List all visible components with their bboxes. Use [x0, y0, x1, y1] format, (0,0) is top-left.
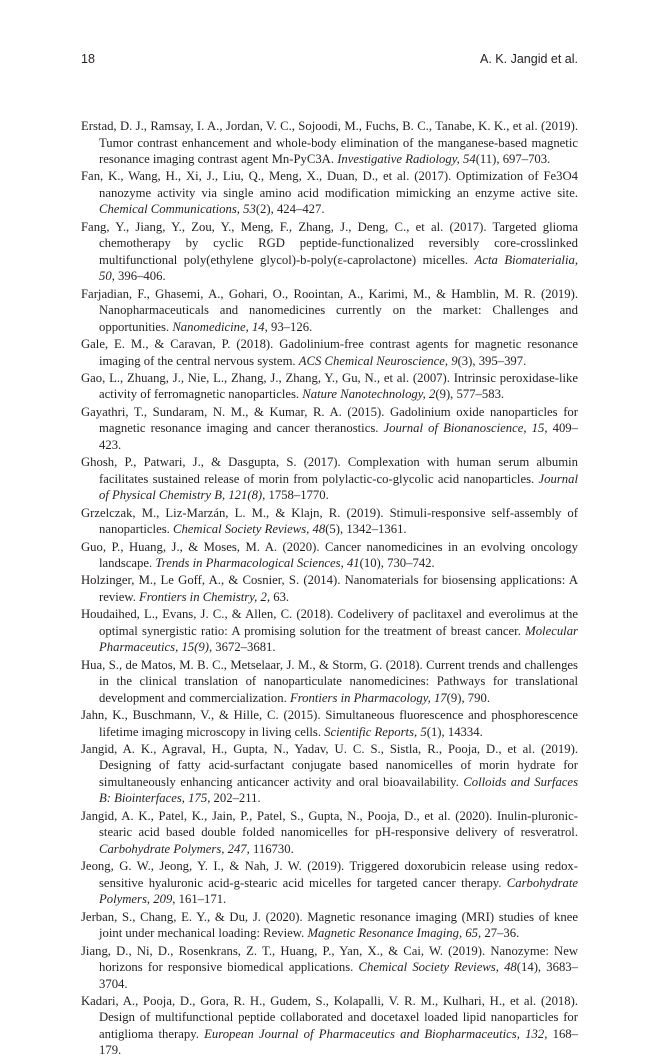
- reference-entry: Ghosh, P., Patwari, J., & Dasgupta, S. (2017). Complexation with human serum albumin facilitates sustained release of morin from polylactic-co-glycolic acid nanoparticles. Journal of Physical Chemistry B, 121(8), 1758–1770.: [81, 455, 578, 503]
- reference-entry: Jerban, S., Chang, E. Y., & Du, J. (2020). Magnetic resonance imaging (MRI) studies of knee joint under mechanical loading: Review. Magnetic Resonance Imaging, 65, 27–36.: [81, 909, 578, 941]
- reference-entry: Holzinger, M., Le Goff, A., & Cosnier, S. (2014). Nanomaterials for biosensing applications: A review. Frontiers in Chemistry, 2, 63.: [81, 573, 578, 604]
- reference-entry: Fang, Y., Jiang, Y., Zou, Y., Meng, F., Zhang, J., Deng, C., et al. (2017). Targeted glioma chemotherapy by cyclic RGD peptide-functionalized reversibly core-crosslinked multifunctional poly(ethylene glycol)-b-poly(ε-caprolactone) micelles. Acta Biomaterialia, 50, 396–406.: [81, 219, 578, 284]
- reference-entry: Jangid, A. K., Patel, K., Jain, P., Patel, S., Gupta, N., Pooja, D., et al. (2020). Inulin-pluronic-stearic acid based double folded nanomicelles for pH-responsive delivery of resveratrol. Carbohydrate Polymers, 247, 116730.: [81, 808, 578, 856]
- running-author: A. K. Jangid et al.: [480, 52, 578, 66]
- running-head: [81, 52, 578, 66]
- reference-entry: Gale, E. M., & Caravan, P. (2018). Gadolinium-free contrast agents for magnetic resonance imaging of the central nervous system. ACS Chemical Neuroscience, 9(3), 395–397.: [81, 337, 578, 368]
- reference-entry: Gayathri, T., Sundaram, N. M., & Kumar, R. A. (2015). Gadolinium oxide nanoparticles for magnetic resonance imaging and cancer theranostics. Journal of Bionanoscience, 15, 409–423.: [81, 404, 578, 452]
- reference-entry: Fan, K., Wang, H., Xi, J., Liu, Q., Meng, X., Duan, D., et al. (2017). Optimization of Fe3O4 nanozyme activity via single amino acid modification mimicking an enzyme active site. Chemical Communications, 53(2), 424–427.: [81, 169, 578, 217]
- reference-entry: Hua, S., de Matos, M. B. C., Metselaar, J. M., & Storm, G. (2018). Current trends and challenges in the clinical translation of nanoparticulate nanomedicines: Pathways for translational development and commercialization. Frontiers in Pharmacology, 17(9), 790.: [81, 657, 578, 705]
- reference-entry: Jangid, A. K., Agraval, H., Gupta, N., Yadav, U. C. S., Sistla, R., Pooja, D., et al. (2019). Designing of fatty acid-surfactant conjugate based nanomicelles of morin hydrate for simultaneously enhancing anticancer activity and oral bioavailability. Colloids and Surfaces B: Biointerfaces, 175, 202–211.: [81, 741, 579, 806]
- reference-entry: Guo, P., Huang, J., & Moses, M. A. (2020). Cancer nanomedicines in an evolving oncology landscape. Trends in Pharmacological Sciences, 41(10), 730–742.: [81, 539, 578, 571]
- reference-entry: Farjadian, F., Ghasemi, A., Gohari, O., Roointan, A., Karimi, M., & Hamblin, M. R. (2019). Nanopharmaceuticals and nanomedicines currently on the market: Challenges and opportunities. Nanomedicine, 14, 93–126.: [81, 286, 578, 334]
- reference-entry: Gao, L., Zhuang, J., Nie, L., Zhang, J., Zhang, Y., Gu, N., et al. (2007). Intrinsic peroxidase-like activity of ferromagnetic nanoparticles. Nature Nanotechnology, 2(9), 577–583.: [81, 370, 578, 402]
- page-number: 18: [81, 52, 95, 66]
- reference-entry: Jahn, K., Buschmann, V., & Hille, C. (2015). Simultaneous fluorescence and phosphorescence lifetime imaging microscopy in living cells. Scientific Reports, 5(1), 14334.: [81, 708, 578, 739]
- reference-entry: Jeong, G. W., Jeong, Y. I., & Nah, J. W. (2019). Triggered doxorubicin release using redox-sensitive hyaluronic acid-g-stearic acid micelles for targeted cancer therapy. Carbohydrate Polymers, 209, 161–171.: [81, 859, 578, 907]
- reference-entry: Erstad, D. J., Ramsay, I. A., Jordan, V. C., Sojoodi, M., Fuchs, B. C., Tanabe, K. K., et al. (2019). Tumor contrast enhancement and whole-body elimination of the manganese-based magnetic resonance imaging contrast agent Mn-PyC3A. Investigative Radiology, 54(11), 697–703.: [81, 119, 578, 166]
- reference-entry: Houdaihed, L., Evans, J. C., & Allen, C. (2018). Codelivery of paclitaxel and everolimus at the optimal synergistic ratio: A promising solution for the treatment of breast cancer. Molecular Pharmaceutics, 15(9), 3672–3681.: [81, 607, 578, 655]
- reference-list: [81, 118, 578, 1060]
- reference-entry: Jiang, D., Ni, D., Rosenkrans, Z. T., Huang, P., Yan, X., & Cai, W. (2019). Nanozyme: New horizons for responsive biomedical applications. Chemical Society Reviews, 48(14), 3683–3704.: [81, 943, 578, 991]
- reference-entry: Kadari, A., Pooja, D., Gora, R. H., Gudem, S., Kolapalli, V. R. M., Kulhari, H., et al. (2018). Design of multifunctional peptide collaborated and docetaxel loaded lipid nanoparticles for antiglioma therapy. European Journal of Pharmaceutics and Biopharmaceutics, 132, 168–179.: [81, 993, 578, 1058]
- reference-entry: Grzelczak, M., Liz-Marzán, L. M., & Klajn, R. (2019). Stimuli-responsive self-assembly of nanoparticles. Chemical Society Reviews, 48(5), 1342–1361.: [81, 505, 578, 537]
